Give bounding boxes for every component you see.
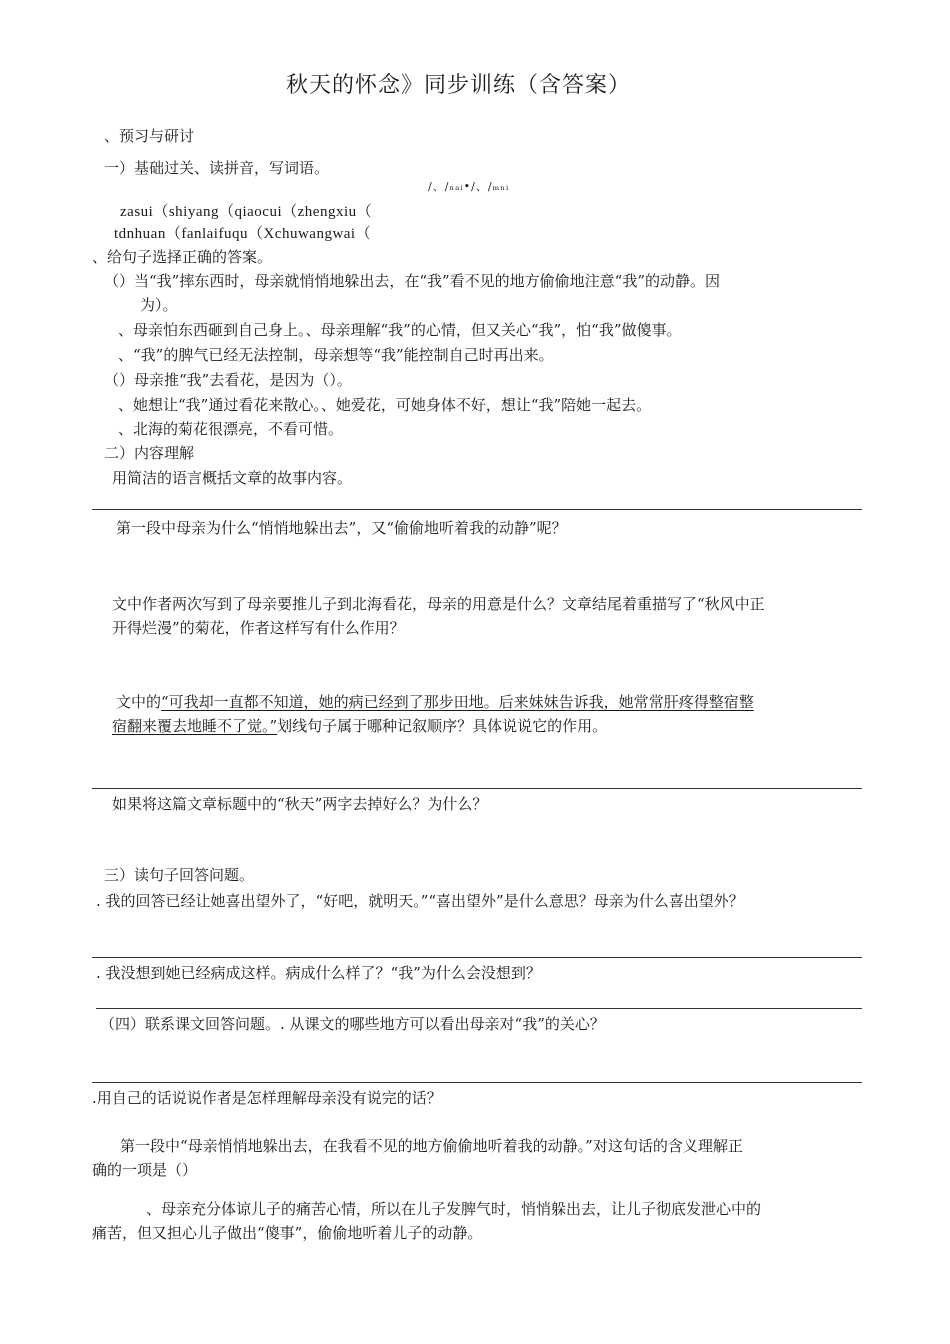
part4-option-line-1: 、母亲充分体谅儿子的痛苦心情，所以在儿子发脾气时，悄悄躲出去，让儿子彻底发泄心中的 [146,1200,762,1218]
part2-question-4-line-1 [116,691,754,712]
part2-question-3-line-1: 文中作者两次写到了母亲要推儿子到北海看花，母亲的用意是什么？文章结尾着重描写了“秋风中正 [112,595,765,613]
part1-heading: 一）基础过关、读拼音，写词语。 [104,159,330,177]
question-2-line: （）母亲推“我”去看花，是因为（）。 [104,371,352,389]
part3-question-1: . 我的回答已经让她喜出望外了，“好吧，就明天。”“喜出望外”是什么意思？母亲为什么喜出望外？ [96,892,744,910]
tone-marks: /、/ₙₐᵢ•/、/ₘₙᵢ [428,180,510,193]
question-suffix: 划线句子属于哪种记叙顺序？具体说说它的作用。 [277,717,608,735]
question-1-option-1: 、母亲怕东西砸到自己身上。、母亲理解“我”的心情，但又关心“我”，怕“我”做傻事。 [118,321,682,339]
question-2-option-2: 、北海的菊花很漂亮，不看可惜。 [118,420,344,438]
part2-question-3-line-2: 开得烂漫”的菊花，作者这样写有什么作用？ [112,619,405,637]
answer-line [96,1008,862,1009]
choose-heading: 、给句子选择正确的答案。 [92,248,273,266]
pinyin-row-2: tdnhuan（fanlaifuqu（Xchuwangwai（ [114,226,372,242]
answer-line [92,509,862,510]
underlined-sentence: “可我却一直都不知道，她的病已经到了那步田地。后来妹妹告诉我，她常常肝疼得整宿整 [161,693,754,711]
part2-question-5: 如果将这篇文章标题中的“秋天”两字去掉好么？为什么？ [112,795,488,813]
part4-question-2: .用自己的话说说作者是怎样理解母亲没有说完的话？ [92,1089,442,1107]
question-1-option-2: 、“我”的脾气已经无法控制，母亲想等“我”能控制自己时再出来。 [118,346,554,364]
pinyin-row-1: zasui（shiyang（qiaocui（zhengxiu（ [120,204,373,220]
part4-question-3-line-1: 第一段中“母亲悄悄地躲出去，在我看不见的地方偷偷地听着我的动静。”对这句话的含义理解正 [120,1137,743,1155]
part2-question-2: 第一段中母亲为什么“悄悄地躲出去”，又“偷偷地听着我的动静”呢？ [116,519,567,537]
part4-question-3-line-2: 确的一项是（） [92,1161,198,1179]
part4-heading-question-1: （四）联系课文回答问题。. 从课文的哪些地方可以看出母亲对“我”的关心？ [100,1015,605,1033]
underlined-sentence-end: 宿翻来覆去地睡不了觉。” [112,717,278,735]
part2-heading: 二）内容理解 [104,444,195,462]
section-preview: 、预习与研讨 [104,127,195,145]
part2-question-4-line-2 [112,715,607,736]
part2-question-1: 用简洁的语言概括文章的故事内容。 [112,469,353,487]
part4-option-line-2: 痛苦，但又担心儿子做出“傻事”，偷偷地听着儿子的动静。 [92,1224,483,1242]
part3-question-2: . 我没想到她已经病成这样。病成什么样了？“我”为什么会没想到？ [96,964,541,982]
answer-line [92,788,862,789]
question-prefix: 文中的 [116,693,162,711]
answer-line [92,1082,862,1083]
question-1-line-1: （）当“我”摔东西时，母亲就悄悄地躲出去，在“我”看不见的地方偷偷地注意“我”的动静。因 [104,272,721,290]
page-title: 秋天的怀念》同步训练（含答案） [286,73,632,98]
question-1-line-2: 为）。 [140,296,178,314]
part3-heading: 三）读句子回答问题。 [104,866,255,884]
question-2-option-1: 、她想让“我”通过看花来散心。、她爱花，可她身体不好，想让“我”陪她一起去。 [118,396,652,414]
answer-line [92,957,862,958]
